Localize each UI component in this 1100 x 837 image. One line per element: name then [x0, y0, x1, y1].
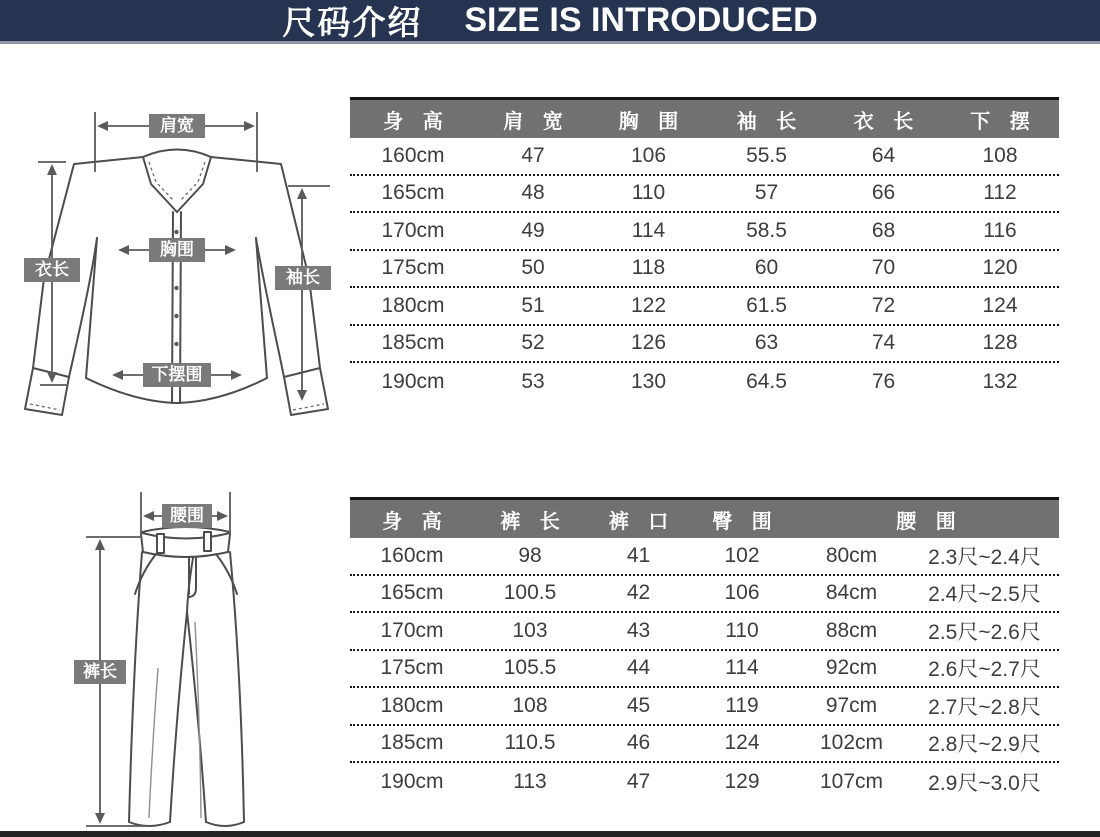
chest-arrow [118, 238, 236, 262]
table-cell: 110 [725, 618, 759, 642]
table-cell: 92cm [825, 656, 878, 680]
shoulder-width-label: 肩宽 [160, 116, 194, 135]
table-row [350, 213, 1059, 251]
table-cell: 74 [871, 331, 896, 355]
table-cell: 2.3尺~2.4尺 [928, 545, 1041, 569]
table-cell: 2.6尺~2.7尺 [928, 658, 1041, 682]
table-cell: 43 [626, 618, 651, 642]
table-cell: 175cm [380, 656, 444, 680]
table-cell: 49 [521, 218, 545, 242]
table-row [350, 688, 1059, 726]
shirt-collar-band [143, 150, 211, 158]
pants-sketch [0, 470, 350, 837]
table-cell: 66 [871, 181, 896, 205]
pants-length-label: 裤长 [83, 662, 117, 681]
table-cell: 108 [982, 143, 1018, 167]
table-cell: 129 [724, 769, 760, 793]
shirt-right-cuff-stitch [293, 404, 324, 410]
column-header-leg-opening: 裤 口 [608, 510, 676, 533]
shirt-table-header [350, 97, 1059, 138]
table-cell: 116 [983, 218, 1017, 242]
table-cell: 64.5 [746, 369, 787, 393]
table-cell: 103 [512, 618, 548, 642]
table-cell: 190cm [380, 769, 444, 793]
table-cell: 170cm [380, 618, 444, 642]
table-cell: 45 [626, 693, 651, 717]
shirt-left-cuff-stitch [30, 404, 60, 410]
column-header-hem: 下 摆 [970, 110, 1037, 133]
table-cell: 114 [631, 218, 666, 242]
table-cell: 64 [871, 143, 896, 167]
column-header-hip: 臀 围 [712, 510, 779, 533]
table-cell: 46 [626, 731, 651, 755]
table-cell: 55.5 [746, 143, 787, 167]
table-cell: 2.9尺~3.0尺 [928, 771, 1041, 795]
table-cell: 107cm [819, 769, 884, 793]
column-header-garment-length: 衣 长 [853, 110, 921, 133]
column-header-pants-length: 裤 长 [500, 510, 567, 533]
table-cell: 70 [871, 256, 896, 280]
table-cell: 165cm [381, 181, 445, 205]
table-row [350, 363, 1059, 401]
table-row [350, 176, 1059, 214]
table-cell: 102 [724, 543, 760, 567]
shirt-right-sleeve-outer [211, 157, 320, 368]
table-cell: 76 [871, 369, 896, 393]
table-cell: 126 [630, 331, 667, 355]
table-cell: 97cm [825, 693, 878, 717]
table-cell: 180cm [381, 293, 445, 317]
shoulder-width-arrow [95, 112, 257, 172]
banner-title-en: SIZE IS INTRODUCED [464, 1, 818, 39]
table-cell: 120 [982, 256, 1018, 280]
banner-title-zh: 尺码介绍 [282, 4, 423, 41]
pants-table-body [350, 538, 1059, 801]
table-cell: 41 [626, 543, 651, 567]
table-cell: 185cm [381, 331, 445, 355]
pants-diagram [0, 470, 350, 837]
pants-left-inseam [170, 612, 187, 822]
shirt-left-side-seam [86, 238, 97, 378]
table-cell: 170cm [381, 218, 445, 242]
table-cell: 2.7尺~2.8尺 [928, 695, 1041, 719]
pants-waist-opening [142, 533, 230, 539]
table-cell: 68 [871, 218, 896, 242]
table-cell: 124 [982, 293, 1018, 317]
table-cell: 113 [513, 769, 547, 793]
table-cell: 88cm [825, 618, 878, 642]
table-cell: 165cm [380, 581, 444, 605]
table-cell: 50 [521, 256, 545, 280]
garment-length-label: 衣长 [35, 260, 69, 279]
table-cell: 175cm [381, 256, 445, 280]
column-header-sleeve: 袖 长 [736, 110, 804, 133]
table-cell: 61.5 [746, 293, 787, 317]
table-cell: 110.5 [504, 731, 556, 755]
table-cell: 190cm [381, 369, 445, 393]
table-cell: 60 [754, 256, 779, 280]
sleeve-length-label: 袖长 [286, 268, 320, 287]
column-header-height: 身 高 [382, 510, 449, 533]
shirt-collar-left-wing [143, 157, 177, 212]
table-cell: 2.4尺~2.5尺 [928, 583, 1041, 607]
bottom-divider-bar [0, 831, 1100, 837]
table-cell: 118 [631, 256, 666, 280]
pants-left-pocket [135, 554, 156, 594]
table-cell: 58.5 [746, 218, 787, 242]
table-row [350, 726, 1059, 764]
table-cell: 52 [521, 331, 545, 355]
table-cell: 110 [631, 181, 666, 205]
pants-left-belt-loop [157, 534, 164, 553]
hem-label: 下摆围 [151, 365, 203, 384]
table-cell: 128 [982, 331, 1018, 355]
pants-size-table [350, 497, 1059, 801]
table-row [350, 138, 1059, 176]
table-row [350, 326, 1059, 364]
pants-table-header [350, 497, 1059, 538]
table-cell: 114 [725, 656, 759, 680]
table-cell: 53 [521, 369, 545, 393]
table-cell: 42 [626, 581, 651, 605]
table-cell: 130 [630, 369, 667, 393]
table-cell: 2.8尺~2.9尺 [928, 733, 1041, 757]
table-cell: 112 [983, 181, 1017, 205]
table-cell: 160cm [380, 543, 444, 567]
shirt-right-side-seam [256, 238, 267, 378]
table-cell: 105.5 [503, 656, 557, 680]
table-cell: 47 [626, 769, 651, 793]
table-cell: 124 [724, 731, 760, 755]
table-row [350, 613, 1059, 651]
table-row [350, 576, 1059, 614]
table-cell: 106 [630, 143, 667, 167]
shirt-sketch [0, 60, 350, 420]
shirt-collar-right-wing [177, 157, 211, 212]
table-cell: 108 [512, 693, 548, 717]
column-header-chest: 胸 围 [618, 110, 686, 133]
table-cell: 185cm [380, 731, 444, 755]
shirt-size-table [350, 97, 1059, 401]
table-cell: 122 [630, 293, 667, 317]
table-cell: 44 [626, 656, 651, 680]
table-cell: 102cm [819, 731, 884, 755]
table-cell: 100.5 [503, 581, 557, 605]
hem-arrow [112, 363, 242, 387]
waist-label: 腰围 [170, 506, 204, 525]
pants-right-hem [206, 822, 244, 826]
table-cell: 98 [518, 543, 542, 567]
table-row [350, 251, 1059, 289]
column-header-waist: 腰 围 [896, 510, 963, 533]
table-cell: 119 [725, 693, 759, 717]
table-cell: 47 [521, 143, 545, 167]
column-header-shoulder: 肩 宽 [503, 110, 570, 133]
sleeve-length-arrow [275, 186, 331, 401]
table-cell: 48 [521, 181, 545, 205]
column-header-height: 身 高 [383, 110, 450, 133]
table-row [350, 538, 1059, 576]
page-banner [0, 0, 1100, 44]
table-cell: 57 [754, 181, 779, 205]
pants-right-belt-loop [204, 532, 211, 551]
table-row [350, 651, 1059, 689]
pants-length-arrow [74, 537, 150, 826]
shirt-table-body [350, 138, 1059, 401]
table-row [350, 763, 1059, 801]
table-cell: 180cm [380, 693, 444, 717]
shirt-diagram [0, 60, 350, 420]
pants-left-crease [149, 668, 158, 818]
table-cell: 132 [982, 369, 1018, 393]
table-cell: 51 [521, 293, 545, 317]
table-cell: 84cm [825, 581, 878, 605]
garment-length-arrow [24, 162, 80, 385]
table-row [350, 288, 1059, 326]
table-cell: 106 [724, 581, 760, 605]
table-cell: 63 [754, 331, 779, 355]
table-cell: 72 [871, 293, 896, 317]
shirt-right-sleeve-inner [256, 238, 284, 377]
table-cell: 2.5尺~2.6尺 [928, 620, 1041, 644]
table-cell: 80cm [825, 543, 878, 567]
chest-label: 胸围 [160, 240, 194, 259]
table-cell: 160cm [381, 143, 445, 167]
